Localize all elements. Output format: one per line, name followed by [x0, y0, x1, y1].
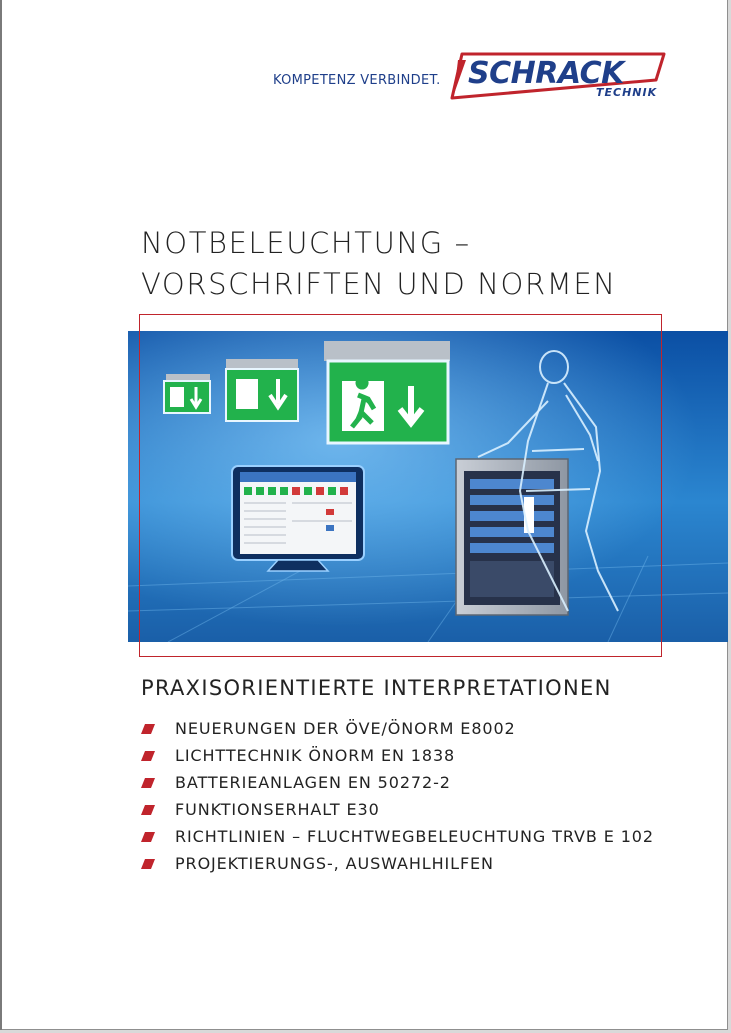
bullet-marker-icon [141, 751, 155, 761]
page-left-edge [0, 0, 2, 1030]
bullet-marker-icon [141, 805, 155, 815]
bullet-list [141, 718, 654, 880]
list-item [141, 853, 654, 880]
bullet-marker-icon [141, 859, 155, 869]
logo-brand-text: SCHRACK [468, 56, 624, 91]
list-item-text: PROJEKTIERUNGS-, AUSWAHLHILFEN [175, 854, 494, 873]
section-heading: PRAXISORIENTIERTE INTERPRETATIONEN [141, 676, 612, 700]
list-item [141, 745, 654, 772]
bullet-marker-icon [141, 832, 155, 842]
list-item-text: NEUERUNGEN DER ÖVE/ÖNORM E8002 [175, 719, 516, 738]
list-item-text: RICHTLINIEN – FLUCHTWEGBELEUCHTUNG TRVB E 102 [175, 827, 654, 846]
title-line-1: NOTBELEUCHTUNG – [141, 226, 471, 260]
list-item-text: LICHTTECHNIK ÖNORM EN 1838 [175, 746, 456, 765]
list-item-text: BATTERIEANLAGEN EN 50272-2 [175, 773, 451, 792]
tagline: KOMPETENZ VERBINDET. [273, 73, 441, 88]
title-line-2: VORSCHRIFTEN UND NORMEN [141, 267, 617, 301]
list-item [141, 718, 654, 745]
hero-image-frame [139, 314, 662, 657]
bullet-marker-icon [141, 724, 155, 734]
list-item [141, 799, 654, 826]
bullet-marker-icon [141, 778, 155, 788]
schrack-logo [446, 50, 668, 100]
list-item [141, 772, 654, 799]
list-item [141, 826, 654, 853]
logo-sub-text: TECHNIK [596, 86, 658, 99]
list-item-text: FUNKTIONSERHALT E30 [175, 800, 380, 819]
